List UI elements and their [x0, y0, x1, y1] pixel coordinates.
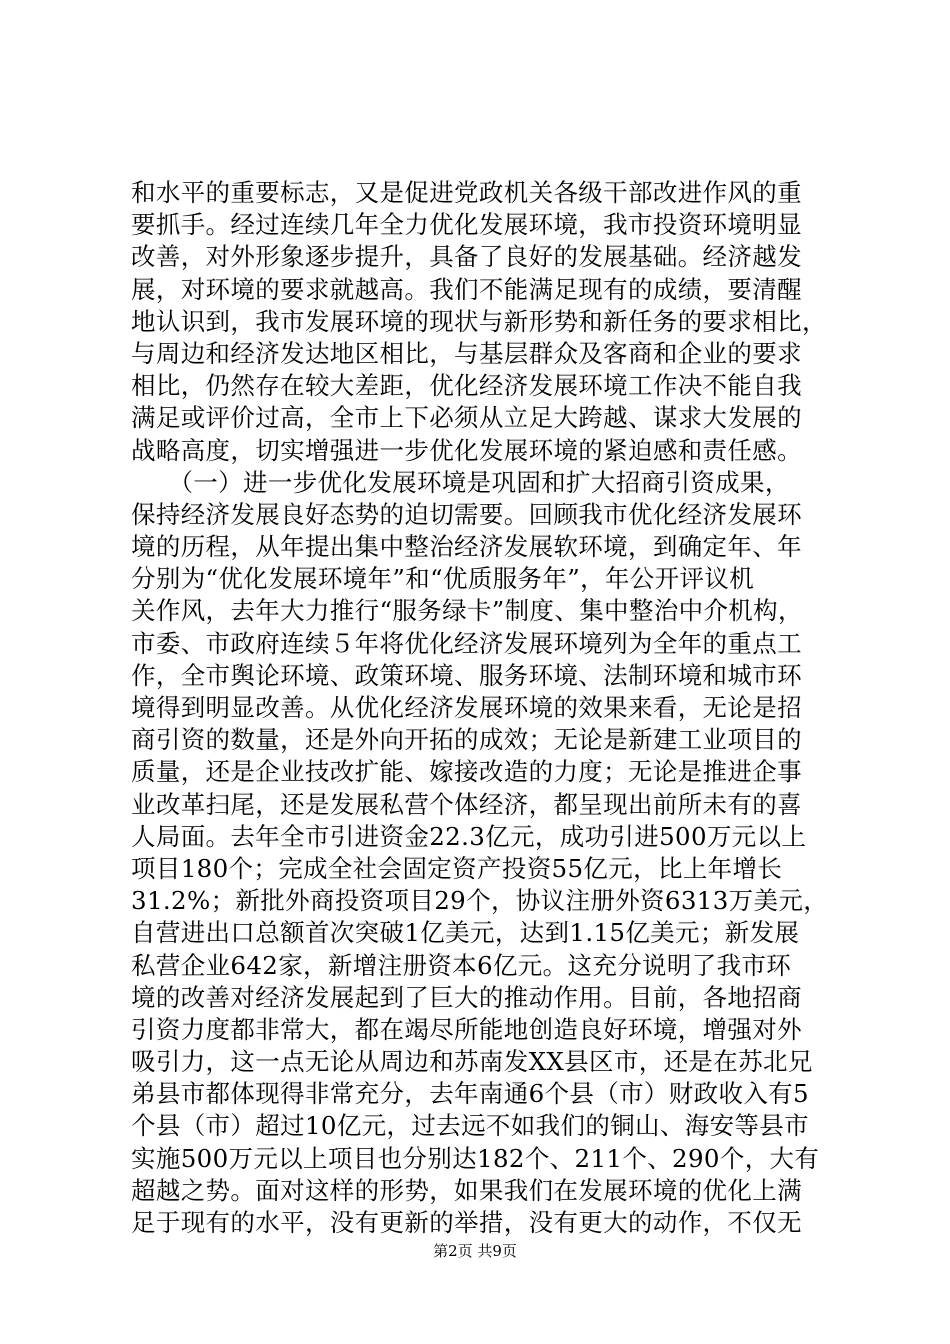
text-line: 和水平的重要标志，又是促进党政机关各级干部改进作风的重	[131, 178, 802, 207]
text-line: 引资力度都非常大，都在竭尽所能地创造良好环境，增强对外	[131, 1014, 802, 1044]
text-line: 私营企业642家，新增注册资本6亿元。这充分说明了我市环	[131, 950, 792, 980]
text-line: 个县（市）超过10亿元，过去远不如我们的铜山、海安等县市	[131, 1111, 809, 1141]
text-line: 作，全市舆论环境、政策环境、服务环境、法制环境和城市环	[131, 660, 802, 690]
text-line: 超越之势。面对这样的形势，如果我们在发展环境的优化上满	[131, 1175, 802, 1205]
text-line: 展，对环境的要求就越高。我们不能满足现有的成绩，要清醒	[131, 274, 802, 304]
text-line: 弟县市都体现得非常充分，去年南通6个县（市）财政收入有5	[131, 1079, 809, 1109]
text-line: 与周边和经济发达地区相比，与基层群众及客商和企业的要求	[131, 338, 802, 368]
text-line: （一）进一步优化发展环境是巩固和扩大招商引资成果，	[131, 467, 790, 497]
text-line: 项目180个；完成全社会固定资产投资55亿元，比上年增长	[131, 853, 783, 883]
text-line: 实施500万元以上项目也分别达182个、211个、290个，大有	[131, 1143, 820, 1173]
text-line: 人局面。去年全市引进资金22.3亿元，成功引进500万元以上	[131, 821, 807, 851]
text-line: 31.2%；新批外商投资项目29个，协议注册外资6313万美元，	[131, 886, 829, 916]
text-line: 满足或评价过高，全市上下必须从立足大跨越、谋求大发展的	[131, 403, 802, 433]
text-line: 改善，对外形象逐步提升，具备了良好的发展基础。经济越发	[131, 242, 802, 272]
page-number-footer: 第2页 共9页	[433, 1242, 517, 1260]
text-line: 战略高度，切实增强进一步优化发展环境的紧迫感和责任感。	[131, 435, 802, 465]
text-line: 商引资的数量，还是外向开拓的成效；无论是新建工业项目的	[131, 725, 802, 755]
text-line: 质量，还是企业技改扩能、嫁接改造的力度；无论是推进企事	[131, 757, 802, 787]
text-line: 境得到明显改善。从优化经济发展环境的效果来看，无论是招	[131, 693, 802, 722]
text-line: 境的改善对经济发展起到了巨大的推动作用。目前，各地招商	[131, 982, 802, 1012]
text-line: 保持经济发展良好态势的迫切需要。回顾我市优化经济发展环	[131, 499, 802, 529]
body-text	[131, 177, 831, 1239]
text-line: 地认识到，我市发展环境的现状与新形势和新任务的要求相比，	[131, 306, 827, 336]
text-line: 相比，仍然存在较大差距，优化经济发展环境工作决不能自我	[131, 371, 802, 401]
text-line: 境的历程，从年提出集中整治经济发展软环境，到确定年、年	[131, 532, 802, 562]
text-line: 自营进出口总额首次突破1亿美元，达到1.15亿美元；新发展	[131, 918, 800, 948]
text-line: 关作风，去年大力推行“服务绿卡”制度、集中整治中介机构，	[131, 596, 803, 626]
text-line: 市委、市政府连续５年将优化经济发展环境列为全年的重点工	[131, 628, 802, 658]
text-line: 足于现有的水平，没有更新的举措，没有更大的动作，不仅无	[131, 1208, 802, 1237]
text-line: 吸引力，这一点无论从周边和苏南发XX县区市，还是在苏北兄	[131, 1047, 813, 1077]
text-line: 分别为“优化发展环境年”和“优质服务年”，年公开评议机	[131, 564, 755, 594]
text-line: 业改革扫尾，还是发展私营个体经济，都呈现出前所未有的喜	[131, 789, 802, 819]
text-line: 要抓手。经过连续几年全力优化发展环境，我市投资环境明显	[131, 210, 802, 240]
